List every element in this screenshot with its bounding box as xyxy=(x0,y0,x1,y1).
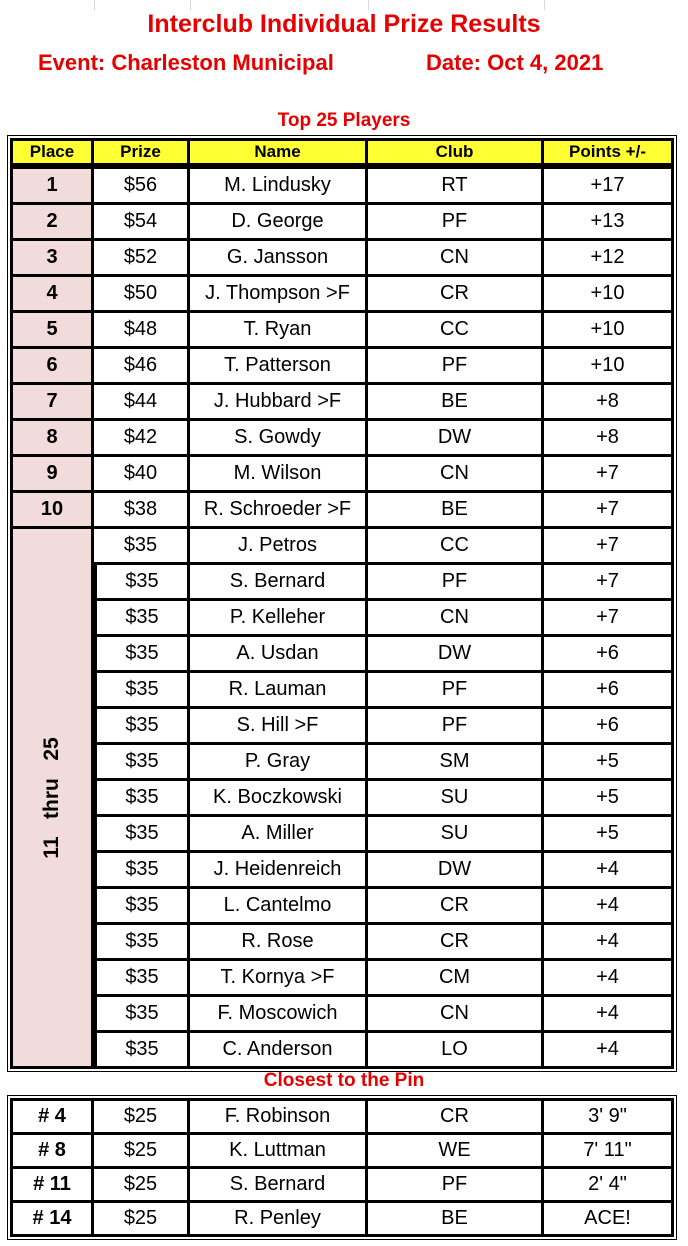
prize-cell: $35 xyxy=(94,601,190,637)
place-cell: 1 xyxy=(10,166,94,205)
points-cell: +4 xyxy=(544,889,674,925)
points-cell: +8 xyxy=(544,421,674,457)
header-club: Club xyxy=(368,138,544,166)
table-row xyxy=(10,853,674,889)
name-cell: J. Petros xyxy=(190,529,368,565)
name-cell: C. Anderson xyxy=(190,1033,368,1069)
prize-cell: $35 xyxy=(94,853,190,889)
points-cell: +7 xyxy=(544,565,674,601)
table-row xyxy=(10,421,674,457)
top-players-title: Top 25 Players xyxy=(277,110,411,131)
prize-cell: $35 xyxy=(94,925,190,961)
club-cell: BE xyxy=(368,1203,544,1237)
prize-cell: $48 xyxy=(94,313,190,349)
date-label: Date: Oct 4, 2021 xyxy=(426,50,604,75)
place-cell: 8 xyxy=(10,421,94,457)
name-cell: S. Gowdy xyxy=(190,421,368,457)
table-row xyxy=(10,529,674,565)
table-row xyxy=(10,997,674,1033)
club-cell: SU xyxy=(368,781,544,817)
points-cell: +7 xyxy=(544,457,674,493)
hole-cell: # 4 xyxy=(10,1098,94,1135)
club-cell: SU xyxy=(368,817,544,853)
name-cell: R. Lauman xyxy=(190,673,368,709)
prize-cell: $44 xyxy=(94,385,190,421)
sheet-gridline xyxy=(368,0,369,10)
name-cell: S. Hill >F xyxy=(190,709,368,745)
table-row xyxy=(10,349,674,385)
name-cell: S. Bernard xyxy=(190,565,368,601)
points-cell: +4 xyxy=(544,925,674,961)
club-cell: CR xyxy=(368,1098,544,1135)
name-cell: J. Hubbard >F xyxy=(190,385,368,421)
club-cell: CN xyxy=(368,997,544,1033)
name-cell: P. Kelleher xyxy=(190,601,368,637)
distance-cell: 2' 4" xyxy=(544,1169,674,1203)
prize-cell: $25 xyxy=(94,1098,190,1135)
prize-cell: $35 xyxy=(94,997,190,1033)
hole-cell: # 8 xyxy=(10,1135,94,1169)
club-cell: CR xyxy=(368,277,544,313)
prize-cell: $40 xyxy=(94,457,190,493)
prize-cell: $50 xyxy=(94,277,190,313)
table-row xyxy=(10,709,674,745)
prize-cell: $54 xyxy=(94,205,190,241)
table-row xyxy=(10,961,674,997)
table-row xyxy=(10,277,674,313)
name-cell: R. Rose xyxy=(190,925,368,961)
prize-cell: $35 xyxy=(94,565,190,601)
prize-cell: $46 xyxy=(94,349,190,385)
club-cell: RT xyxy=(368,166,544,205)
club-cell: CC xyxy=(368,313,544,349)
club-cell: SM xyxy=(368,745,544,781)
club-cell: WE xyxy=(368,1135,544,1169)
table-row xyxy=(10,1169,674,1203)
points-cell: +17 xyxy=(544,166,674,205)
table-row xyxy=(10,1033,674,1069)
place-cell: 9 xyxy=(10,457,94,493)
club-cell: CC xyxy=(368,529,544,565)
name-cell: K. Luttman xyxy=(190,1135,368,1169)
points-cell: +6 xyxy=(544,673,674,709)
prize-cell: $42 xyxy=(94,421,190,457)
points-cell: +5 xyxy=(544,745,674,781)
club-cell: CN xyxy=(368,601,544,637)
table-row xyxy=(10,925,674,961)
name-cell: F. Moscowich xyxy=(190,997,368,1033)
points-cell: +10 xyxy=(544,277,674,313)
name-cell: S. Bernard xyxy=(190,1169,368,1203)
place-cell: 3 xyxy=(10,241,94,277)
points-cell: +7 xyxy=(544,493,674,529)
points-cell: +4 xyxy=(544,997,674,1033)
place-cell: 7 xyxy=(10,385,94,421)
club-cell: CR xyxy=(368,889,544,925)
name-cell: P. Gray xyxy=(190,745,368,781)
top-players-body xyxy=(10,166,674,1069)
table-row xyxy=(10,493,674,529)
points-cell: +4 xyxy=(544,961,674,997)
prize-cell: $35 xyxy=(94,709,190,745)
table-row xyxy=(10,205,674,241)
table-row xyxy=(10,166,674,205)
points-cell: +5 xyxy=(544,817,674,853)
closest-pin-body xyxy=(10,1098,674,1237)
points-cell: +4 xyxy=(544,1033,674,1069)
prize-cell: $35 xyxy=(94,745,190,781)
prize-cell: $35 xyxy=(94,529,190,565)
prize-cell: $52 xyxy=(94,241,190,277)
club-cell: PF xyxy=(368,709,544,745)
table-row xyxy=(10,1135,674,1169)
club-cell: PF xyxy=(368,349,544,385)
prize-cell: $35 xyxy=(94,961,190,997)
name-cell: R. Penley xyxy=(190,1203,368,1237)
points-cell: +7 xyxy=(544,529,674,565)
prize-cell: $56 xyxy=(94,166,190,205)
hole-cell: # 14 xyxy=(10,1203,94,1237)
club-cell: DW xyxy=(368,853,544,889)
hole-cell: # 11 xyxy=(10,1169,94,1203)
sheet-gridline xyxy=(190,0,191,10)
club-cell: CM xyxy=(368,961,544,997)
name-cell: F. Robinson xyxy=(190,1098,368,1135)
distance-cell: 3' 9" xyxy=(544,1098,674,1135)
table-row xyxy=(10,385,674,421)
points-cell: +7 xyxy=(544,601,674,637)
header-points: Points +/- xyxy=(544,138,674,166)
prize-cell: $35 xyxy=(94,1033,190,1069)
place-cell: 6 xyxy=(10,349,94,385)
prize-cell: $25 xyxy=(94,1135,190,1169)
club-cell: CN xyxy=(368,457,544,493)
prize-cell: $25 xyxy=(94,1203,190,1237)
club-cell: PF xyxy=(368,1169,544,1203)
name-cell: J. Heidenreich xyxy=(190,853,368,889)
distance-cell: 7' 11" xyxy=(544,1135,674,1169)
header-prize: Prize xyxy=(94,138,190,166)
table-row xyxy=(10,745,674,781)
name-cell: M. Lindusky xyxy=(190,166,368,205)
club-cell: LO xyxy=(368,1033,544,1069)
name-cell: K. Boczkowski xyxy=(190,781,368,817)
place-range-label: 11 thru 25 xyxy=(40,736,63,859)
name-cell: R. Schroeder >F xyxy=(190,493,368,529)
points-cell: +8 xyxy=(544,385,674,421)
place-range-cell xyxy=(10,529,94,1069)
table-row xyxy=(10,313,674,349)
club-cell: PF xyxy=(368,565,544,601)
page-title: Interclub Individual Prize Results xyxy=(147,10,541,38)
table-row xyxy=(10,601,674,637)
club-cell: CR xyxy=(368,925,544,961)
points-cell: +6 xyxy=(544,709,674,745)
name-cell: T. Kornya >F xyxy=(190,961,368,997)
name-cell: J. Thompson >F xyxy=(190,277,368,313)
top-players-table xyxy=(10,138,674,1069)
name-cell: G. Jansson xyxy=(190,241,368,277)
place-cell: 4 xyxy=(10,277,94,313)
points-cell: +6 xyxy=(544,637,674,673)
header-name: Name xyxy=(190,138,368,166)
name-cell: A. Usdan xyxy=(190,637,368,673)
prize-cell: $35 xyxy=(94,637,190,673)
table-row xyxy=(10,673,674,709)
name-cell: T. Ryan xyxy=(190,313,368,349)
table-row xyxy=(10,637,674,673)
points-cell: +10 xyxy=(544,313,674,349)
club-cell: DW xyxy=(368,421,544,457)
prize-cell: $35 xyxy=(94,889,190,925)
table-row xyxy=(10,1098,674,1135)
club-cell: BE xyxy=(368,493,544,529)
club-cell: PF xyxy=(368,205,544,241)
sheet-gridline xyxy=(544,0,545,10)
points-cell: +13 xyxy=(544,205,674,241)
table-row xyxy=(10,241,674,277)
points-cell: +10 xyxy=(544,349,674,385)
closest-pin-table xyxy=(10,1098,674,1237)
table-row xyxy=(10,889,674,925)
name-cell: L. Cantelmo xyxy=(190,889,368,925)
points-cell: +5 xyxy=(544,781,674,817)
club-cell: CN xyxy=(368,241,544,277)
club-cell: DW xyxy=(368,637,544,673)
table-row xyxy=(10,457,674,493)
name-cell: A. Miller xyxy=(190,817,368,853)
club-cell: BE xyxy=(368,385,544,421)
table-row xyxy=(10,565,674,601)
table-row xyxy=(10,781,674,817)
name-cell: T. Patterson xyxy=(190,349,368,385)
place-cell: 5 xyxy=(10,313,94,349)
prize-cell: $35 xyxy=(94,673,190,709)
closest-pin-title: Closest to the Pin xyxy=(263,1070,425,1091)
prize-cell: $35 xyxy=(94,781,190,817)
prize-cell: $25 xyxy=(94,1169,190,1203)
place-cell: 2 xyxy=(10,205,94,241)
club-cell: PF xyxy=(368,673,544,709)
place-cell: 10 xyxy=(10,493,94,529)
header-place: Place xyxy=(10,138,94,166)
table-row xyxy=(10,817,674,853)
event-label: Event: Charleston Municipal xyxy=(38,50,334,75)
sheet-gridline xyxy=(94,0,95,10)
prize-cell: $38 xyxy=(94,493,190,529)
name-cell: D. George xyxy=(190,205,368,241)
table-row xyxy=(10,1203,674,1237)
points-cell: +4 xyxy=(544,853,674,889)
table-header-row xyxy=(10,138,674,166)
distance-cell: ACE! xyxy=(544,1203,674,1237)
prize-cell: $35 xyxy=(94,817,190,853)
points-cell: +12 xyxy=(544,241,674,277)
name-cell: M. Wilson xyxy=(190,457,368,493)
